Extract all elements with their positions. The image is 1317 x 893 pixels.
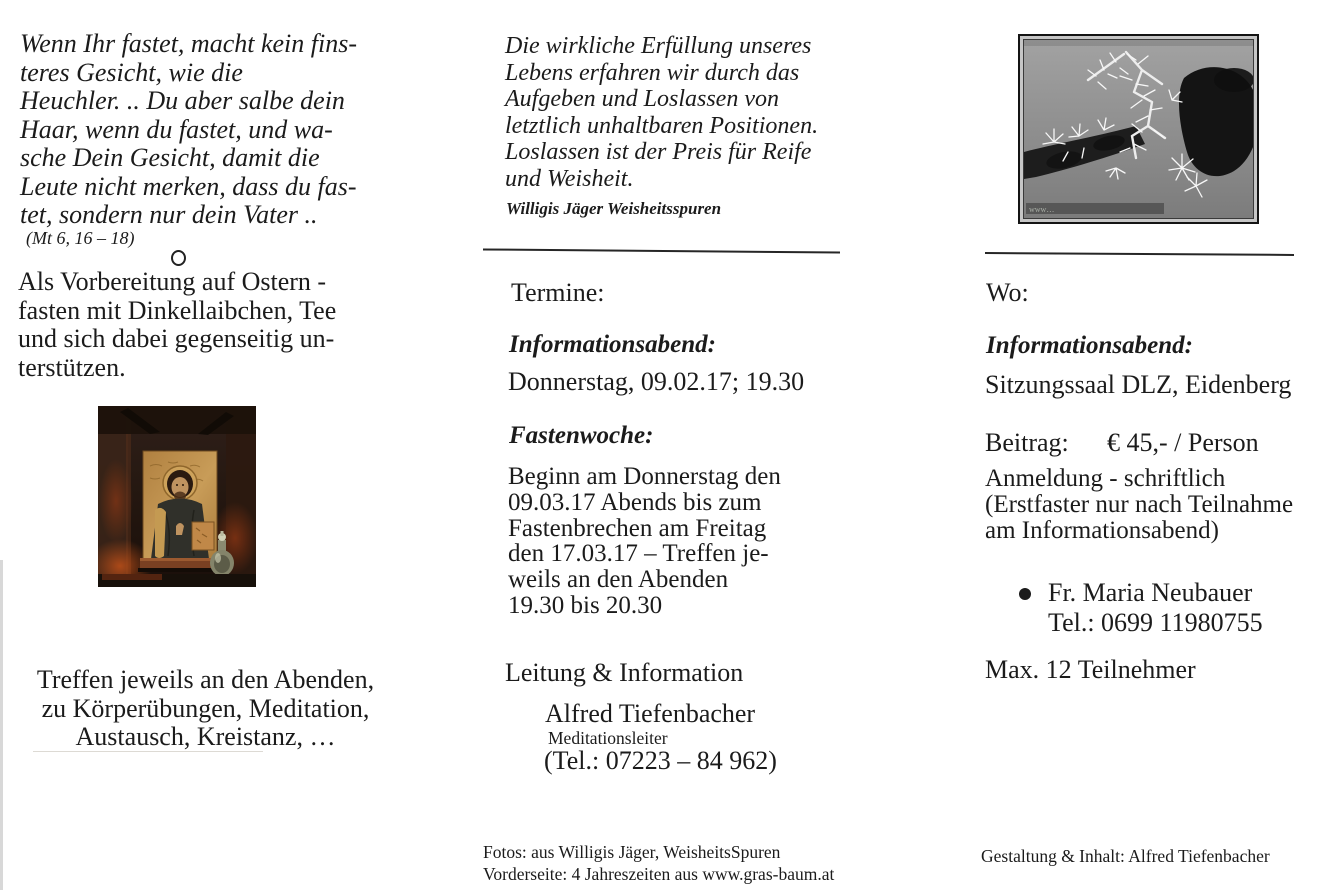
termine-heading: Termine:	[511, 278, 605, 307]
quote-line: Haar, wenn du fastet, und wa-	[20, 114, 333, 144]
jaeger-quote-source: Willigis Jäger Weisheitsspuren	[506, 199, 722, 218]
footer-line: Vorderseite: 4 Jahreszeiten aus www.gras-baum.at	[483, 863, 835, 884]
quote-line: letztlich unhaltbaren Positionen.	[505, 112, 819, 139]
text-line: weils an den Abenden	[508, 566, 729, 594]
text-line: Beginn am Donnerstag den	[508, 463, 781, 490]
frost-photo-illustration	[1024, 40, 1253, 218]
anmeldung-paragraph	[985, 466, 1293, 545]
scan-artifact-line	[33, 751, 263, 752]
leader-name: Alfred Tiefenbacher	[545, 699, 756, 728]
contact-name: Fr. Maria Neubauer	[1048, 578, 1253, 607]
leader-phone: (Tel.: 07223 – 84 962)	[544, 746, 777, 775]
footer-photos-credit	[483, 842, 834, 885]
leitung-heading: Leitung & Information	[505, 658, 744, 687]
max-participants: Max. 12 Teilnehmer	[985, 655, 1196, 684]
contact-item	[1019, 578, 1263, 638]
text-line: 19.30 bis 20.30	[508, 591, 663, 619]
text-line: Als Vorbereitung auf Ostern -	[18, 267, 327, 296]
ostern-paragraph	[18, 268, 336, 382]
circle-ornament	[171, 250, 186, 266]
quote-line: Aufgeben und Loslassen von	[505, 86, 779, 113]
infoabend-date: Donnerstag, 09.02.17; 19.30	[508, 367, 805, 396]
quote-line: Heuchler. .. Du aber salbe dein	[20, 86, 345, 115]
quote-line: Loslassen ist der Preis für Reife	[505, 139, 812, 166]
frost-photo	[1023, 39, 1254, 219]
photo-watermark	[1026, 203, 1164, 214]
footer-design-credit: Gestaltung & Inhalt: Alfred Tiefenbacher	[981, 846, 1270, 866]
text-line: Austausch, Kreistanz, …	[75, 722, 336, 751]
bible-quote-source: (Mt 6, 16 – 18)	[26, 228, 135, 248]
beitrag-value: € 45,- / Person	[1107, 428, 1259, 457]
quote-line: Die wirkliche Erfüllung unseres	[505, 33, 812, 59]
text-line: fasten mit Dinkellaibchen, Tee	[18, 295, 337, 325]
fastenwoche-paragraph	[508, 464, 781, 619]
bullet-icon	[1019, 588, 1031, 600]
treffen-paragraph	[8, 666, 403, 752]
location-text: Sitzungssaal DLZ, Eidenberg	[985, 370, 1292, 399]
beitrag-row	[985, 428, 1259, 458]
quote-line: Lebens erfahren wir durch das	[505, 59, 800, 86]
jaeger-quote	[505, 33, 818, 193]
leader-role: Meditationsleiter	[548, 728, 668, 748]
footer-line: Fotos: aus Willigis Jäger, WeisheitsSpuren	[483, 842, 781, 862]
divider-rule	[483, 248, 840, 253]
text-line: Treffen jeweils an den Abenden,	[36, 665, 375, 694]
text-line: Fastenbrechen am Freitag	[508, 514, 767, 542]
watermark-text: www…	[1029, 205, 1055, 214]
fastenwoche-heading: Fastenwoche:	[509, 422, 654, 449]
text-line: Anmeldung - schriftlich	[985, 465, 1226, 492]
christ-icon-photo	[98, 406, 256, 587]
quote-line: Leute nicht merken, dass du fas-	[20, 171, 357, 201]
text-line: terstützen.	[18, 352, 126, 382]
quote-line: Wenn Ihr fastet, macht kein fins-	[20, 29, 357, 58]
quote-line: sche Dein Gesicht, damit die	[20, 143, 320, 172]
quote-line: und Weisheit.	[505, 165, 634, 192]
wo-heading: Wo:	[986, 278, 1029, 307]
text-line: (Erstfaster nur nach Teilnahme	[985, 491, 1294, 519]
text-line: zu Körperübungen, Meditation,	[41, 693, 370, 723]
text-line: am Informationsabend)	[985, 517, 1219, 545]
text-line: 09.03.17 Abends bis zum	[508, 488, 762, 516]
frost-photo-frame	[1018, 34, 1259, 224]
beitrag-label: Beitrag:	[985, 428, 1069, 457]
bible-quote	[20, 30, 357, 230]
infoabend-heading-right: Informationsabend:	[986, 332, 1193, 359]
quote-line: tet, sondern nur dein Vater ..	[20, 200, 318, 229]
contact-phone: Tel.: 0699 11980755	[1048, 608, 1263, 637]
text-line: den 17.03.17 – Treffen je-	[508, 540, 769, 568]
text-line: und sich dabei gegenseitig un-	[18, 324, 335, 354]
quote-line: teres Gesicht, wie die	[20, 57, 243, 87]
scan-artifact-edge	[0, 560, 3, 890]
infoabend-heading: Informationsabend:	[509, 331, 716, 358]
divider-rule	[985, 252, 1294, 256]
christ-icon-illustration	[98, 406, 256, 587]
